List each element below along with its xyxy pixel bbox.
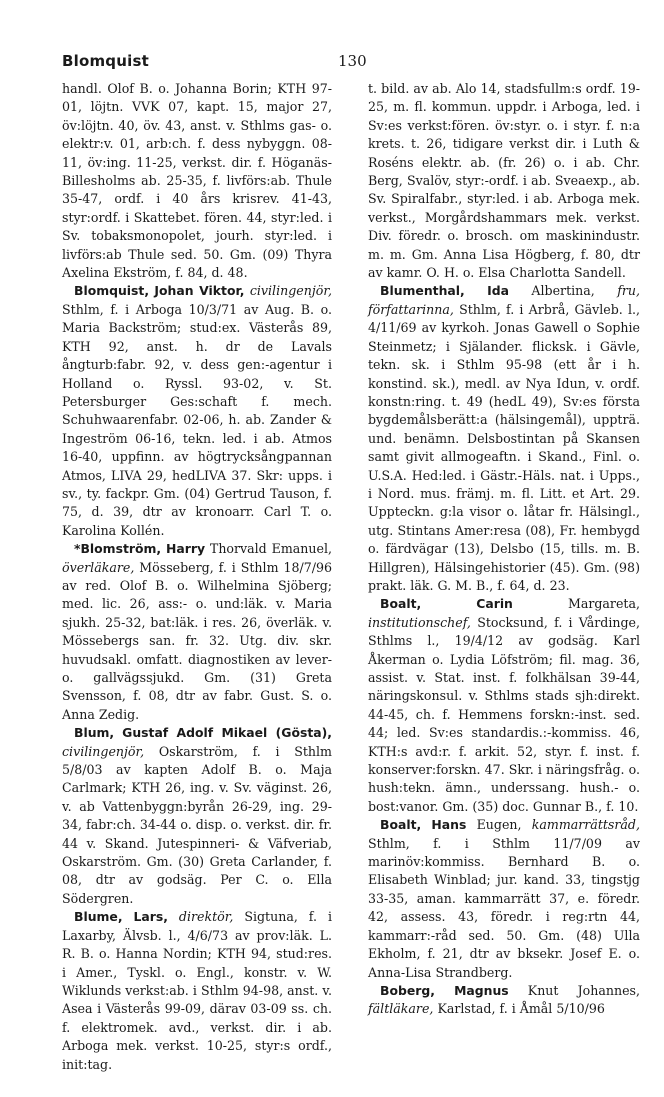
- entry-continuation: [62, 80, 332, 282]
- entry-text: t. bild. av ab. Alo 14, stadsfullm:s ordf. 19-25, m. fl. kommun. uppdr. i Arboga, led. i Sv:es verkst:fören. öv:styr. o. i styr. f. n:a krets. t. 26, tidigare verkst dir. i Luth & Roséns elektr. ab. (fr. 26) o. i ab. Chr. Berg, Svalöv, styr:-ordf. i ab. Sveaexp., ab. Sv. Spiralfabr., styr:led. i ab. Arboga mek. verkst., Morgårdshammars mek. verkst. Div. föredr. o. brosch. om maskinindustr. m. m. Gm. Anna Lisa Högberg, f. 80, dtr av kamr. O. H. o. Elsa Charlotta Sandell.: [368, 81, 640, 281]
- entry-surname: Blume,: [74, 909, 123, 925]
- entry-surname: Boalt,: [380, 817, 422, 833]
- entry-given-name: Ida: [487, 283, 509, 299]
- entry-surname: Blumenthal,: [380, 283, 465, 299]
- biography-entry: [62, 908, 332, 1074]
- entry-title: institutionschef,: [368, 614, 471, 630]
- entry-text: Sthlm, f. i Sthlm 11/7/09 av marinöv:kommiss. Bernhard B. o. Elisabeth Winblad; jur. kand. 33, tingstjg 33-35, aman. kammarrätt 37, e. föredr. 42, assess. 43, föredr. i reg:rtn 44, kammarr:-råd sed. 50. Gm. (48) Ulla Ekholm, f. 21, dtr av bksekr. Josef E. o. Anna-Lisa Strandberg.: [368, 835, 640, 980]
- entry-surname: Boberg,: [380, 982, 435, 998]
- entry-given-name: Harry: [166, 541, 206, 557]
- entry-surname: Blum,: [74, 725, 115, 741]
- running-head: Blomquist: [62, 52, 149, 70]
- entry-given-name: Carin: [476, 596, 513, 612]
- entry-text: Sthlm, f. i Arbrå, Gävleb. l., 4/11/69 av kyrkoh. Jonas Gawell o Sophie Steinmetz; i Själander. flicksk. i Gävle, tekn. sk. i Sthlm 95-98 (ett år i h. konstind. sk.), medl. av Nya Idun, v. ordf. konstn:ring. t. 49 (hedL 49), Sv:es första bygdemålsberätt:a (hälsingemål), uppträ. und. benämn. Delsbostintan på Skansen samt givit allmogeaftn. i Skand., Finl. o. U.S.A. Hed:led. i Gästr.-Häls. nat. i Upps., i Nord. mus. främj. m. fl. Litt. et Art. 29. Uppteckn. g:la visor o. låtar fr. Hälsingl., utg. Stintans Amer:resa (08), Fr. hembygd o. färdvägar (13), Delsbo (15, tills. m. B. Hillgren), Hälsingehistorier (45). Gm. (98) prakt. läk. G. M. B., f. 64, d. 23.: [368, 301, 640, 593]
- entry-title: fru, författarinna,: [368, 283, 640, 317]
- entry-text: handl. Olof B. o. Johanna Borin; KTH 97-01, löjtn. VVK 07, kapt. 15, major 27, öv:löjtn. 40, öv. 43, anst. v. Sthlms gas- o. elektr:v. 01, arb:ch. f. dess nybyggn. 08-11, öv:ing. 11-25, verkst. dir. f. Höganäs-Billesholms ab. 25-35, f. livförs:ab. Thule 35-47, ordf. i 40 års krisrev. 41-43, styr:ordf. i Skattebet. fören. 44, styr:led. i Sv. tobaksmonopolet, jourh. styr:led. i livförs:ab Thule sed. 50. Gm. (09) Thyra Axelina Ekström, f. 84, d. 48.: [62, 81, 332, 281]
- entry-surname: Blomquist,: [74, 283, 150, 299]
- entry-surname: *Blomström,: [74, 541, 162, 557]
- entry-title: civilingenjör,: [249, 283, 332, 299]
- page-header: [62, 52, 622, 76]
- biography-entry: [368, 595, 640, 816]
- entry-given-name: Johan Viktor,: [154, 283, 245, 299]
- entry-title: överläkare,: [62, 559, 135, 575]
- entry-text: Sthlm, f. i Arboga 10/3/71 av Aug. B. o. Maria Backström; stud:ex. Västerås 89, KTH 92, anst. h. dr de Lavals ångturb:fabr. 92, v. dess gen:-agentur i Holland o. Ryssl. 93-02, v. St. Petersburger Ges:schaft f. mech. Schuhwaarenfabr. 02-06, h. ab. Zander & Ingeström 06-16, tekn. led. i ab. Atmos 16-40, uppfinn. av högtrycksångpannan Atmos, LIVA 29, hedLIVA 37. Skr: upps. i sv., ty. fackpr. Gm. (04) Gertrud Tauson, f. 75, d. 39, dtr av kronoarr. Carl T. o. Karolina Kollén.: [62, 301, 332, 538]
- entry-pre-title: Albertina,: [531, 283, 595, 299]
- entry-given-name: Hans: [431, 817, 467, 833]
- biography-entry: [368, 982, 640, 1019]
- entry-title: fältläkare,: [368, 1001, 434, 1017]
- entry-given-name: Magnus: [454, 982, 509, 998]
- entry-title: kammarrättsråd,: [531, 817, 640, 833]
- entry-text: Stocksund, f. i Vårdinge, Sthlms l., 19/4/12 av godsäg. Karl Åkerman o. Lydia Löfström; fil. mag. 36, assist. v. Stat. inst. f. folkhälsan 39-44, näringskonsul. v. Sthlms stads sjh:direkt. 44-45, ch. f. Hemmens forskn:-inst. sed. 44; led. Sv:es standardis.:-kommiss. 46, KTH:s avd:r. f. arkit. 52, styr. f. inst. f. konserver:forskn. 47. Skr. i näringsfråg. o. hush:tekn. ämn., underssang. hush.- o. bost:vanor. Gm. (35) doc. Gunnar B., f. 10.: [368, 614, 640, 814]
- entry-text: Oskarström, f. i Sthlm 5/8/03 av kapten Adolf B. o. Maja Carlmark; KTH 26, ing. v. Sv. väginst. 26, v. ab Vattenbyggn:byrån 26-29, ing. 29-34, fabr:ch. 34-44 o. disp. o. verkst. dir. fr. 44 v. Skand. Jutespinneri- & Väfveriab, Oskarström. Gm. (30) Greta Carlander, f. 08, dtr av godsäg. Per C. o. Ella Södergren.: [62, 743, 332, 906]
- entry-title: direktör,: [178, 909, 234, 925]
- page-number: 130: [338, 52, 367, 70]
- entry-given-name: Gustaf Adolf Mikael (Gösta),: [122, 725, 332, 741]
- biography-entry: [62, 282, 332, 540]
- right-column: [368, 80, 640, 1019]
- biography-entry: [62, 540, 332, 724]
- biography-entry: [62, 724, 332, 908]
- entry-pre-title: Eugen,: [476, 817, 522, 833]
- entry-title: civilingenjör,: [62, 743, 145, 759]
- left-column: [62, 80, 332, 1074]
- entry-text: Karlstad, f. i Åmål 5/10/96: [437, 1001, 605, 1017]
- entry-pre-title: Margareta,: [567, 596, 640, 612]
- entry-continuation: [368, 80, 640, 282]
- entry-given-name: Lars,: [133, 909, 168, 925]
- biography-entry: [368, 816, 640, 982]
- entry-pre-title: Thorvald Emanuel,: [209, 541, 332, 557]
- entry-text: Sigtuna, f. i Laxarby, Älvsb. l., 4/6/73 av prov:läk. L. R. B. o. Hanna Nordin; KTH 94, stud:res. i Amer., Tyskl. o. Engl., konstr. v. W. Wiklunds verkst:ab. i Sthlm 94-98, anst. v. Asea i Västerås 99-09, därav 03-09 ss. ch. f. elektromek. avd., verkst. dir. i ab. Arboga mek. verkst. 10-25, styr:s ordf., init:tag.: [62, 909, 332, 1072]
- entry-text: Mösseberg, f. i Sthlm 18/7/96 av red. Olof B. o. Wilhelmina Sjöberg; med. lic. 26, ass:- o. und:läk. v. Maria sjukh. 25-32, bat:läk. i res. 26, överläk. v. Mössebergs san. fr. 32. Utg. div. skr. huvudsakl. omfatt. diagnostiken av lever- o. gallvägssjukd. Gm. (31) Greta Svensson, f. 08, dtr av fabr. Gust. S. o. Anna Zedig.: [62, 559, 332, 722]
- biography-entry: [368, 282, 640, 595]
- entry-surname: Boalt,: [380, 596, 422, 612]
- entry-pre-title: Knut Johannes,: [527, 982, 640, 998]
